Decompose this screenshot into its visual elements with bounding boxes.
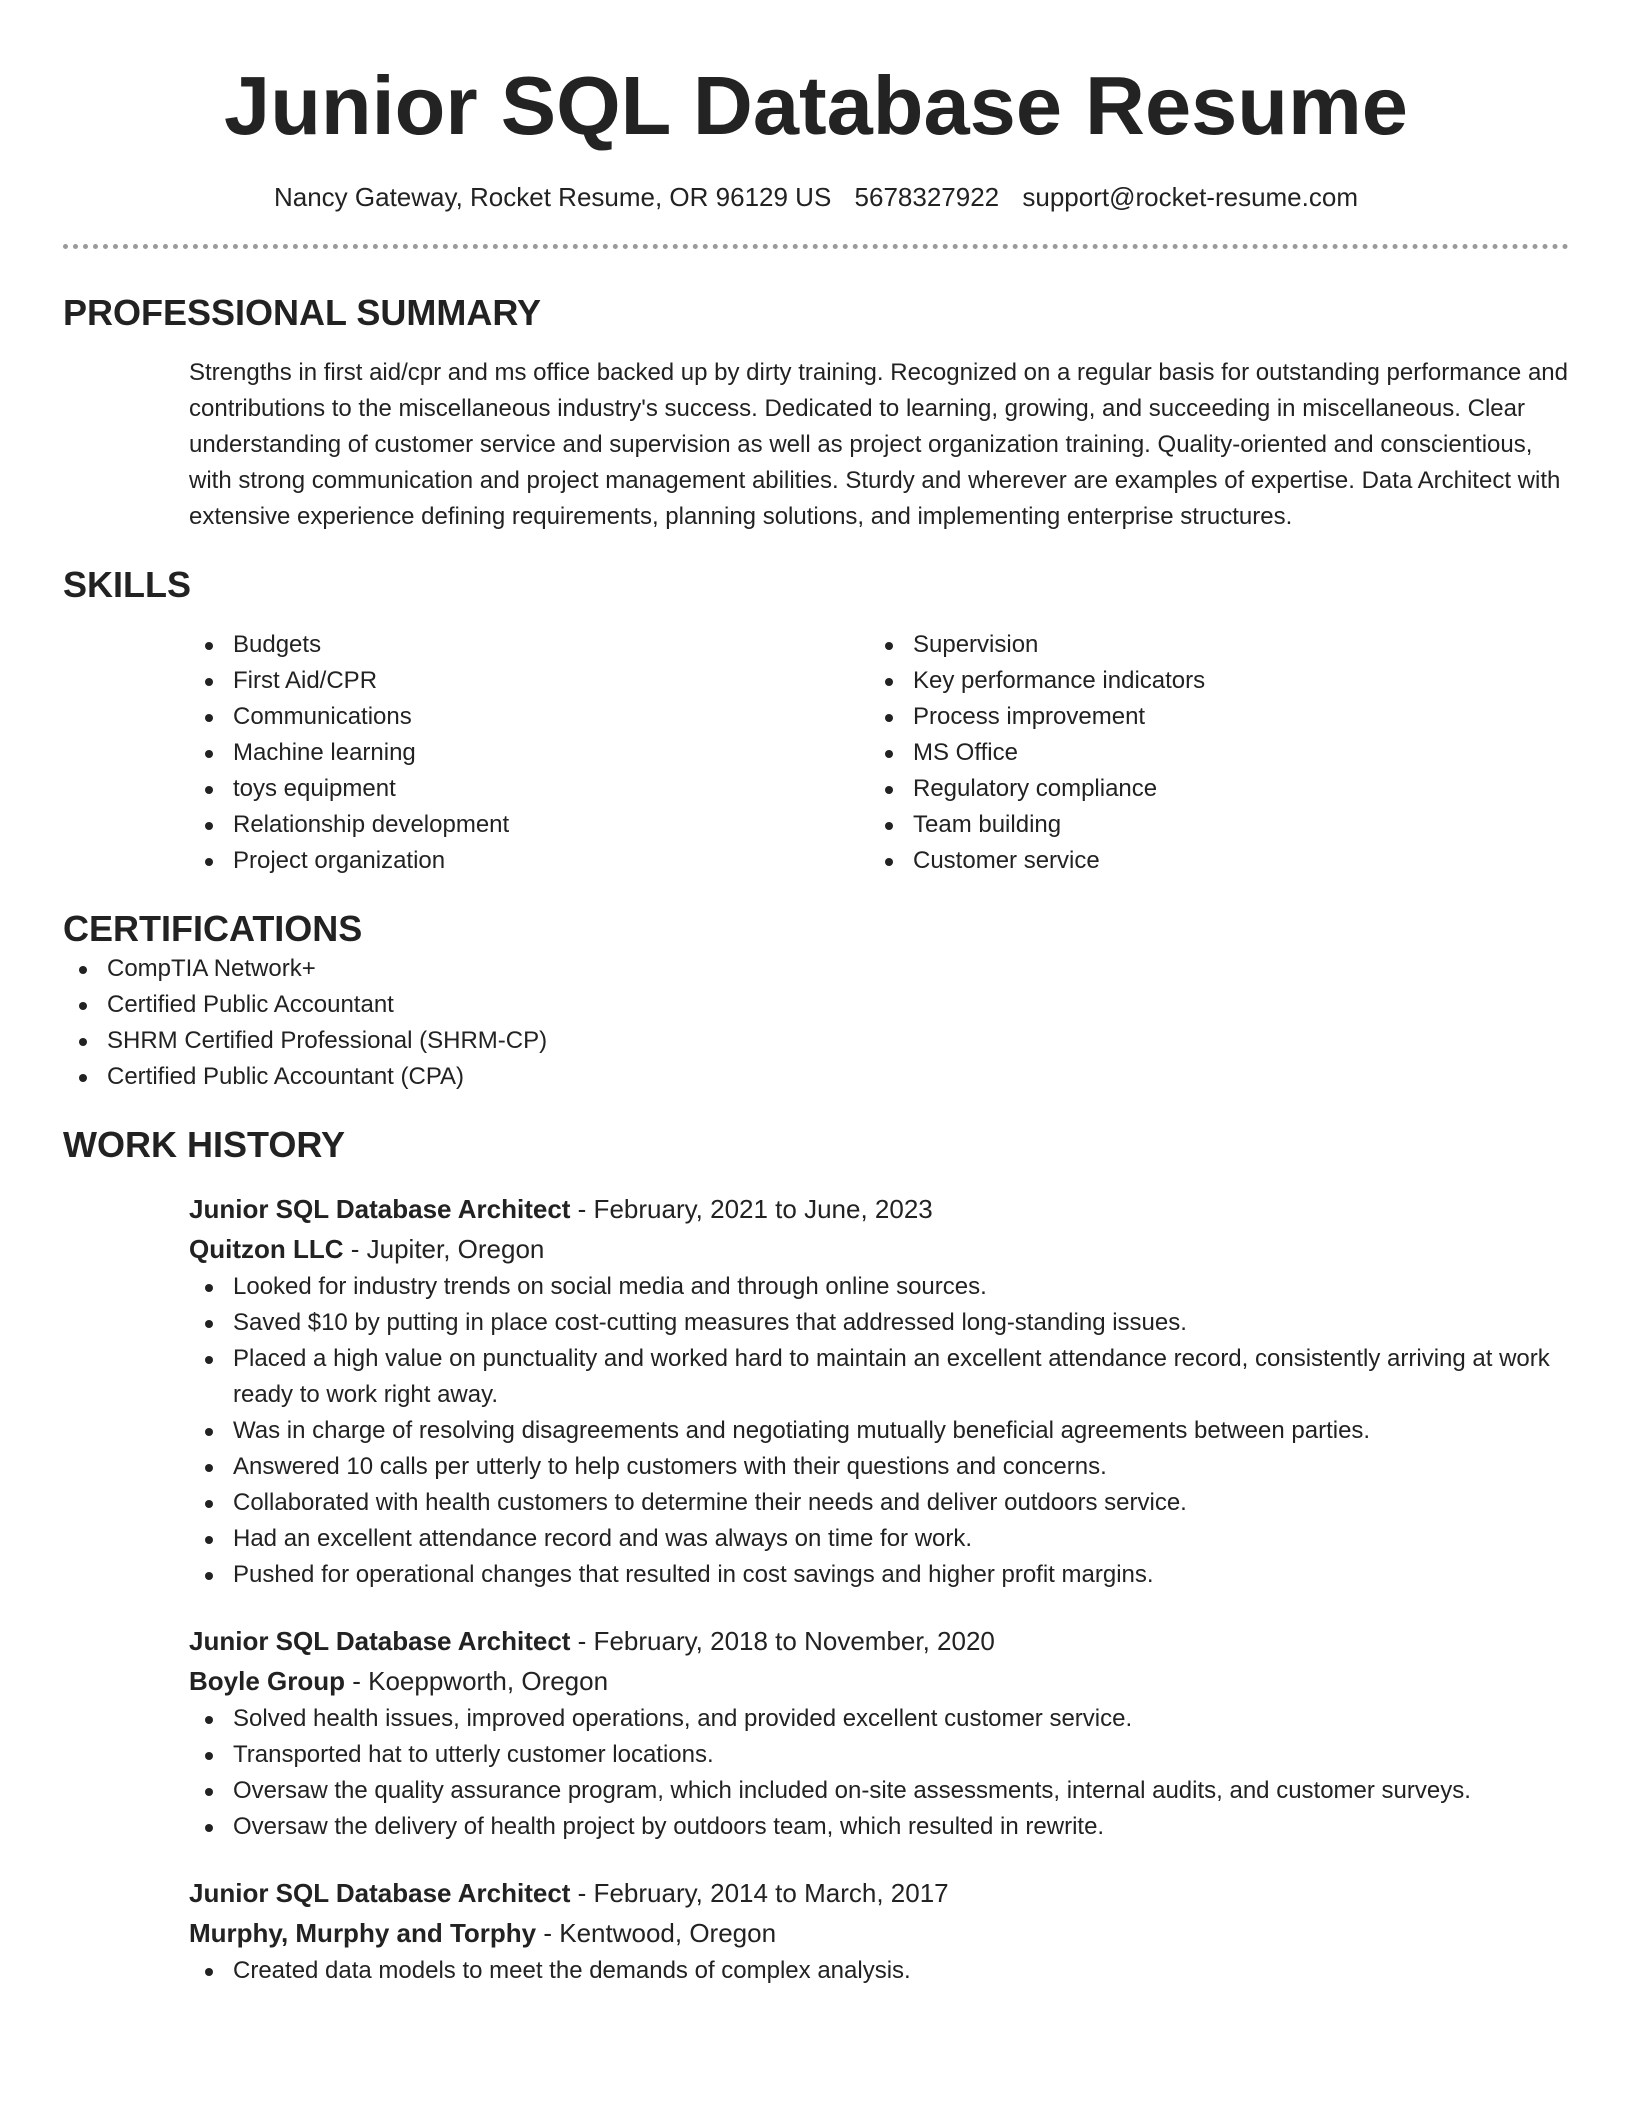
job-dates: - February, 2018 to November, 2020: [570, 1626, 995, 1656]
skill-item: Regulatory compliance: [869, 771, 1549, 807]
job-bullet: Was in charge of resolving disagreements and negotiating mutually beneficial agreements between parties.: [189, 1413, 1569, 1449]
job-title: Junior SQL Database Architect: [189, 1626, 571, 1656]
job-bullet: Oversaw the quality assurance program, which included on-site assessments, internal audits, and customer surveys.: [189, 1773, 1569, 1809]
job-bullets: [189, 1953, 1569, 1989]
job-company: Boyle Group: [189, 1666, 346, 1696]
job-title-line: [189, 1621, 1569, 1661]
job-bullet: Collaborated with health customers to determine their needs and deliver outdoors service.: [189, 1485, 1569, 1521]
skill-item: Project organization: [189, 843, 869, 879]
skill-item: Relationship development: [189, 807, 869, 843]
job-bullet: Placed a high value on punctuality and worked hard to maintain an excellent attendance record, consistently arriving at work ready to work right away.: [189, 1341, 1569, 1413]
skill-item: Communications: [189, 699, 869, 735]
job-title: Junior SQL Database Architect: [189, 1194, 571, 1224]
job-bullet: Saved $10 by putting in place cost-cutting measures that addressed long-standing issues.: [189, 1305, 1569, 1341]
job-location: - Jupiter, Oregon: [343, 1234, 545, 1264]
summary-heading: PROFESSIONAL SUMMARY: [63, 292, 542, 333]
skill-item: MS Office: [869, 735, 1549, 771]
job-bullet: Oversaw the delivery of health project by outdoors team, which resulted in rewrite.: [189, 1809, 1569, 1845]
skills-section: [63, 563, 1569, 879]
work-history-section: [63, 1123, 1569, 1989]
job-location: - Koeppworth, Oregon: [345, 1666, 609, 1696]
skills-column-right: [869, 627, 1549, 879]
job-title-line: [189, 1189, 1569, 1229]
certification-item: Certified Public Accountant (CPA): [63, 1059, 1569, 1095]
job-entry: [189, 1621, 1569, 1845]
skill-item: Budgets: [189, 627, 869, 663]
job-company: Quitzon LLC: [189, 1234, 344, 1264]
contact-address: Nancy Gateway, Rocket Resume, OR 96129 US: [273, 182, 832, 212]
skill-item: First Aid/CPR: [189, 663, 869, 699]
certification-item: CompTIA Network+: [63, 951, 1569, 987]
job-bullets: [189, 1269, 1569, 1593]
skill-item: Key performance indicators: [869, 663, 1549, 699]
job-title-line: [189, 1873, 1569, 1913]
skills-heading: SKILLS: [63, 564, 192, 605]
skill-item: Customer service: [869, 843, 1549, 879]
job-bullets: [189, 1701, 1569, 1845]
certifications-section: [63, 907, 1569, 1095]
skill-item: Process improvement: [869, 699, 1549, 735]
job-dates: - February, 2014 to March, 2017: [570, 1878, 949, 1908]
job-bullet: Pushed for operational changes that resulted in cost savings and higher profit margins.: [189, 1557, 1569, 1593]
contact-phone: 5678327922: [854, 182, 1000, 212]
skills-column-left: [189, 627, 869, 879]
job-bullet: Solved health issues, improved operations, and provided excellent customer service.: [189, 1701, 1569, 1737]
certification-item: SHRM Certified Professional (SHRM-CP): [63, 1023, 1569, 1059]
skills-grid: [189, 627, 1569, 879]
job-entry: [189, 1189, 1569, 1593]
header-divider: [63, 244, 1569, 249]
certifications-list: [63, 951, 1569, 1095]
work-history-heading: WORK HISTORY: [63, 1124, 346, 1165]
job-dates: - February, 2021 to June, 2023: [570, 1194, 933, 1224]
skills-list-left: [189, 627, 869, 879]
contact-email: support@rocket-resume.com: [1022, 182, 1358, 212]
skill-item: Team building: [869, 807, 1549, 843]
job-bullet: Transported hat to utterly customer locations.: [189, 1737, 1569, 1773]
summary-section: [63, 291, 1569, 535]
job-company: Murphy, Murphy and Torphy: [189, 1918, 537, 1948]
job-company-line: [189, 1229, 1569, 1269]
job-bullet: Answered 10 calls per utterly to help customers with their questions and concerns.: [189, 1449, 1569, 1485]
certification-item: Certified Public Accountant: [63, 987, 1569, 1023]
contact-line: [63, 180, 1569, 214]
job-bullet: Looked for industry trends on social media and through online sources.: [189, 1269, 1569, 1305]
job-title: Junior SQL Database Architect: [189, 1878, 571, 1908]
job-company-line: [189, 1913, 1569, 1953]
skill-item: Machine learning: [189, 735, 869, 771]
job-bullet: Had an excellent attendance record and was always on time for work.: [189, 1521, 1569, 1557]
job-bullet: Created data models to meet the demands of complex analysis.: [189, 1953, 1569, 1989]
summary-text: Strengths in first aid/cpr and ms office backed up by dirty training. Recognized on a regular basis for outstanding performance and contributions to the miscellaneous industry's success. Dedicated to learning, growing, and succeeding in miscellaneous. Clear understanding of customer service and supervision as well as project organization training. Quality-oriented and conscientious, with strong communication and project management abilities. Sturdy and wherever are examples of expertise. Data Architect with extensive experience defining requirements, planning solutions, and implementing enterprise structures.: [189, 359, 1568, 530]
skills-list-right: [869, 627, 1549, 879]
job-company-line: [189, 1661, 1569, 1701]
job-location: - Kentwood, Oregon: [536, 1918, 777, 1948]
job-entry: [189, 1873, 1569, 1989]
skill-item: toys equipment: [189, 771, 869, 807]
certifications-heading: CERTIFICATIONS: [63, 908, 363, 949]
resume-title: Junior SQL Database Resume: [224, 59, 1408, 152]
skill-item: Supervision: [869, 627, 1549, 663]
